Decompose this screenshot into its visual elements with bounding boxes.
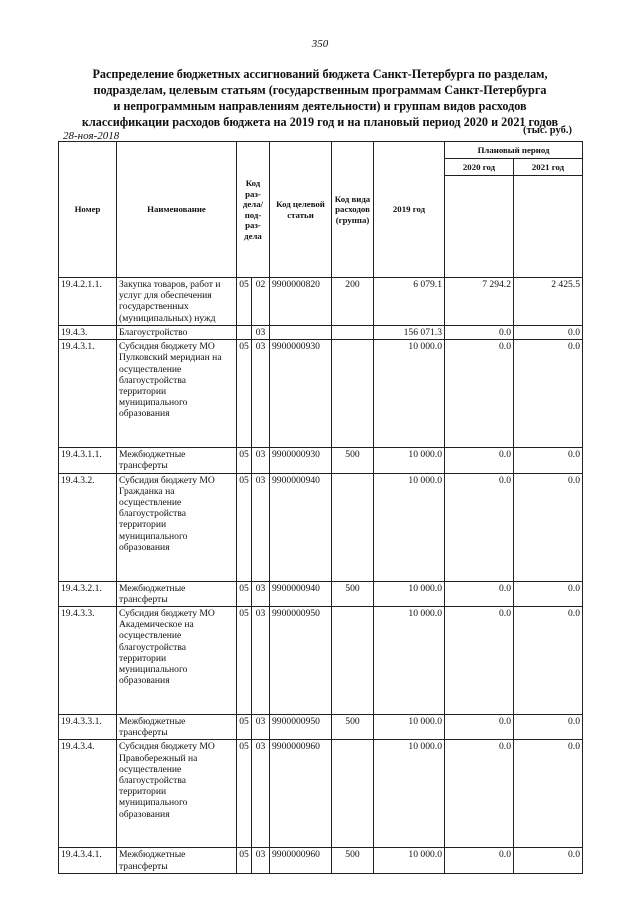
row-target: 9900000940 [270,581,332,606]
row-2020: 0.0 [445,340,514,448]
row-2021: 0.0 [514,340,583,448]
row-group: 500 [332,581,374,606]
row-section [237,326,252,340]
header-target: Код целевой статьи [270,142,332,278]
row-2019: 10 000.0 [374,848,445,873]
row-section: 05 [237,448,252,473]
units-label: (тыс. руб.) [523,125,572,136]
row-2020: 0.0 [445,740,514,848]
header-name: Наименование [117,142,237,278]
header-number: Номер [59,142,117,278]
header-2019: 2019 год [374,142,445,278]
row-2020: 0.0 [445,473,514,581]
row-group [332,740,374,848]
row-group [332,473,374,581]
row-2021: 0.0 [514,581,583,606]
row-2021: 0.0 [514,473,583,581]
title-line: и непрограммным направлениям деятельности) и группам видов расходов [113,99,527,113]
row-target: 9900000820 [270,278,332,326]
row-name: Субсидия бюджету МО Академическое на осуществление благоустройства территории муниципального образования [117,607,237,715]
row-target: 9900000940 [270,473,332,581]
row-2019: 10 000.0 [374,448,445,473]
table-row [59,340,583,448]
row-number: 19.4.3.1. [59,340,117,448]
row-subsection: 03 [252,581,270,606]
row-subsection: 03 [252,448,270,473]
row-group [332,326,374,340]
header-section: Код раз- дела/ под- раз- дела [237,142,270,278]
row-group: 500 [332,448,374,473]
table-row [59,473,583,581]
table-row [59,581,583,606]
row-name: Субсидия бюджету МО Пулковский меридиан на осуществление благоустройства территории муниципального образования [117,340,237,448]
row-section: 05 [237,340,252,448]
row-subsection: 03 [252,715,270,740]
row-2021: 0.0 [514,740,583,848]
row-number: 19.4.3.3. [59,607,117,715]
row-2019: 10 000.0 [374,715,445,740]
row-name: Закупка товаров, работ и услуг для обеспечения государственных (муниципальных) нужд [117,278,237,326]
row-2019: 10 000.0 [374,581,445,606]
header-spacer [445,176,514,278]
title-line: классификации расходов бюджета на 2019 год и на плановый период 2020 и 2021 годов [81,115,559,129]
row-group [332,607,374,715]
title-line: подразделам, целевым статьям (государственным программам Санкт-Петербурга [93,83,547,97]
row-2021: 0.0 [514,607,583,715]
row-name: Благоустройство [117,326,237,340]
row-subsection: 03 [252,607,270,715]
row-group: 500 [332,848,374,873]
row-number: 19.4.3.2. [59,473,117,581]
row-number: 19.4.3.3.1. [59,715,117,740]
row-name: Межбюджетные трансферты [117,715,237,740]
row-subsection: 02 [252,278,270,326]
row-2020: 0.0 [445,448,514,473]
row-number: 19.4.3.1.1. [59,448,117,473]
row-subsection: 03 [252,473,270,581]
header-group: Код вида расходов (группа) [332,142,374,278]
row-2020: 0.0 [445,581,514,606]
row-2020: 7 294.2 [445,278,514,326]
header-spacer [514,176,583,278]
row-number: 19.4.3.4. [59,740,117,848]
row-2021: 2 425.5 [514,278,583,326]
table-row [59,848,583,873]
row-target: 9900000950 [270,715,332,740]
row-number: 19.4.2.1.1. [59,278,117,326]
row-2019: 10 000.0 [374,340,445,448]
document-date: 28-ноя-2018 [63,130,120,142]
row-2019: 156 071.3 [374,326,445,340]
row-name: Субсидия бюджету МО Правобережный на осуществление благоустройства территории муниципального образования [117,740,237,848]
row-subsection: 03 [252,848,270,873]
row-number: 19.4.3.4.1. [59,848,117,873]
row-2021: 0.0 [514,848,583,873]
table-row [59,278,583,326]
row-2020: 0.0 [445,848,514,873]
title-line: Распределение бюджетных ассигнований бюджета Санкт-Петербурга по разделам, [92,67,548,81]
row-2019: 10 000.0 [374,740,445,848]
row-number: 19.4.3.2.1. [59,581,117,606]
row-target: 9900000950 [270,607,332,715]
row-2021: 0.0 [514,715,583,740]
row-target: 9900000960 [270,740,332,848]
row-section: 05 [237,740,252,848]
row-2021: 0.0 [514,326,583,340]
row-subsection: 03 [252,740,270,848]
row-section: 05 [237,715,252,740]
row-2021: 0.0 [514,448,583,473]
row-subsection: 03 [252,340,270,448]
page-number: 350 [311,38,329,50]
row-section: 05 [237,581,252,606]
row-section: 05 [237,278,252,326]
table-row [59,607,583,715]
row-2020: 0.0 [445,715,514,740]
row-subsection: 03 [252,326,270,340]
row-target: 9900000930 [270,448,332,473]
row-2020: 0.0 [445,326,514,340]
header-plan-period: Плановый период [445,142,583,159]
row-number: 19.4.3. [59,326,117,340]
row-name: Межбюджетные трансферты [117,581,237,606]
row-2019: 10 000.0 [374,607,445,715]
row-2019: 6 079.1 [374,278,445,326]
row-group: 200 [332,278,374,326]
row-group [332,340,374,448]
table-row [59,740,583,848]
row-target [270,326,332,340]
header-2020: 2020 год [445,159,514,176]
document-title [60,66,580,130]
row-2019: 10 000.0 [374,473,445,581]
row-name: Межбюджетные трансферты [117,848,237,873]
table-row [59,326,583,340]
row-target: 9900000960 [270,848,332,873]
table-row [59,715,583,740]
row-section: 05 [237,607,252,715]
row-section: 05 [237,848,252,873]
row-section: 05 [237,473,252,581]
row-group: 500 [332,715,374,740]
row-target: 9900000930 [270,340,332,448]
budget-table [58,141,583,874]
row-name: Субсидия бюджету МО Гражданка на осуществление благоустройства территории муниципального образования [117,473,237,581]
table-row [59,448,583,473]
header-2021: 2021 год [514,159,583,176]
row-name: Межбюджетные трансферты [117,448,237,473]
row-2020: 0.0 [445,607,514,715]
